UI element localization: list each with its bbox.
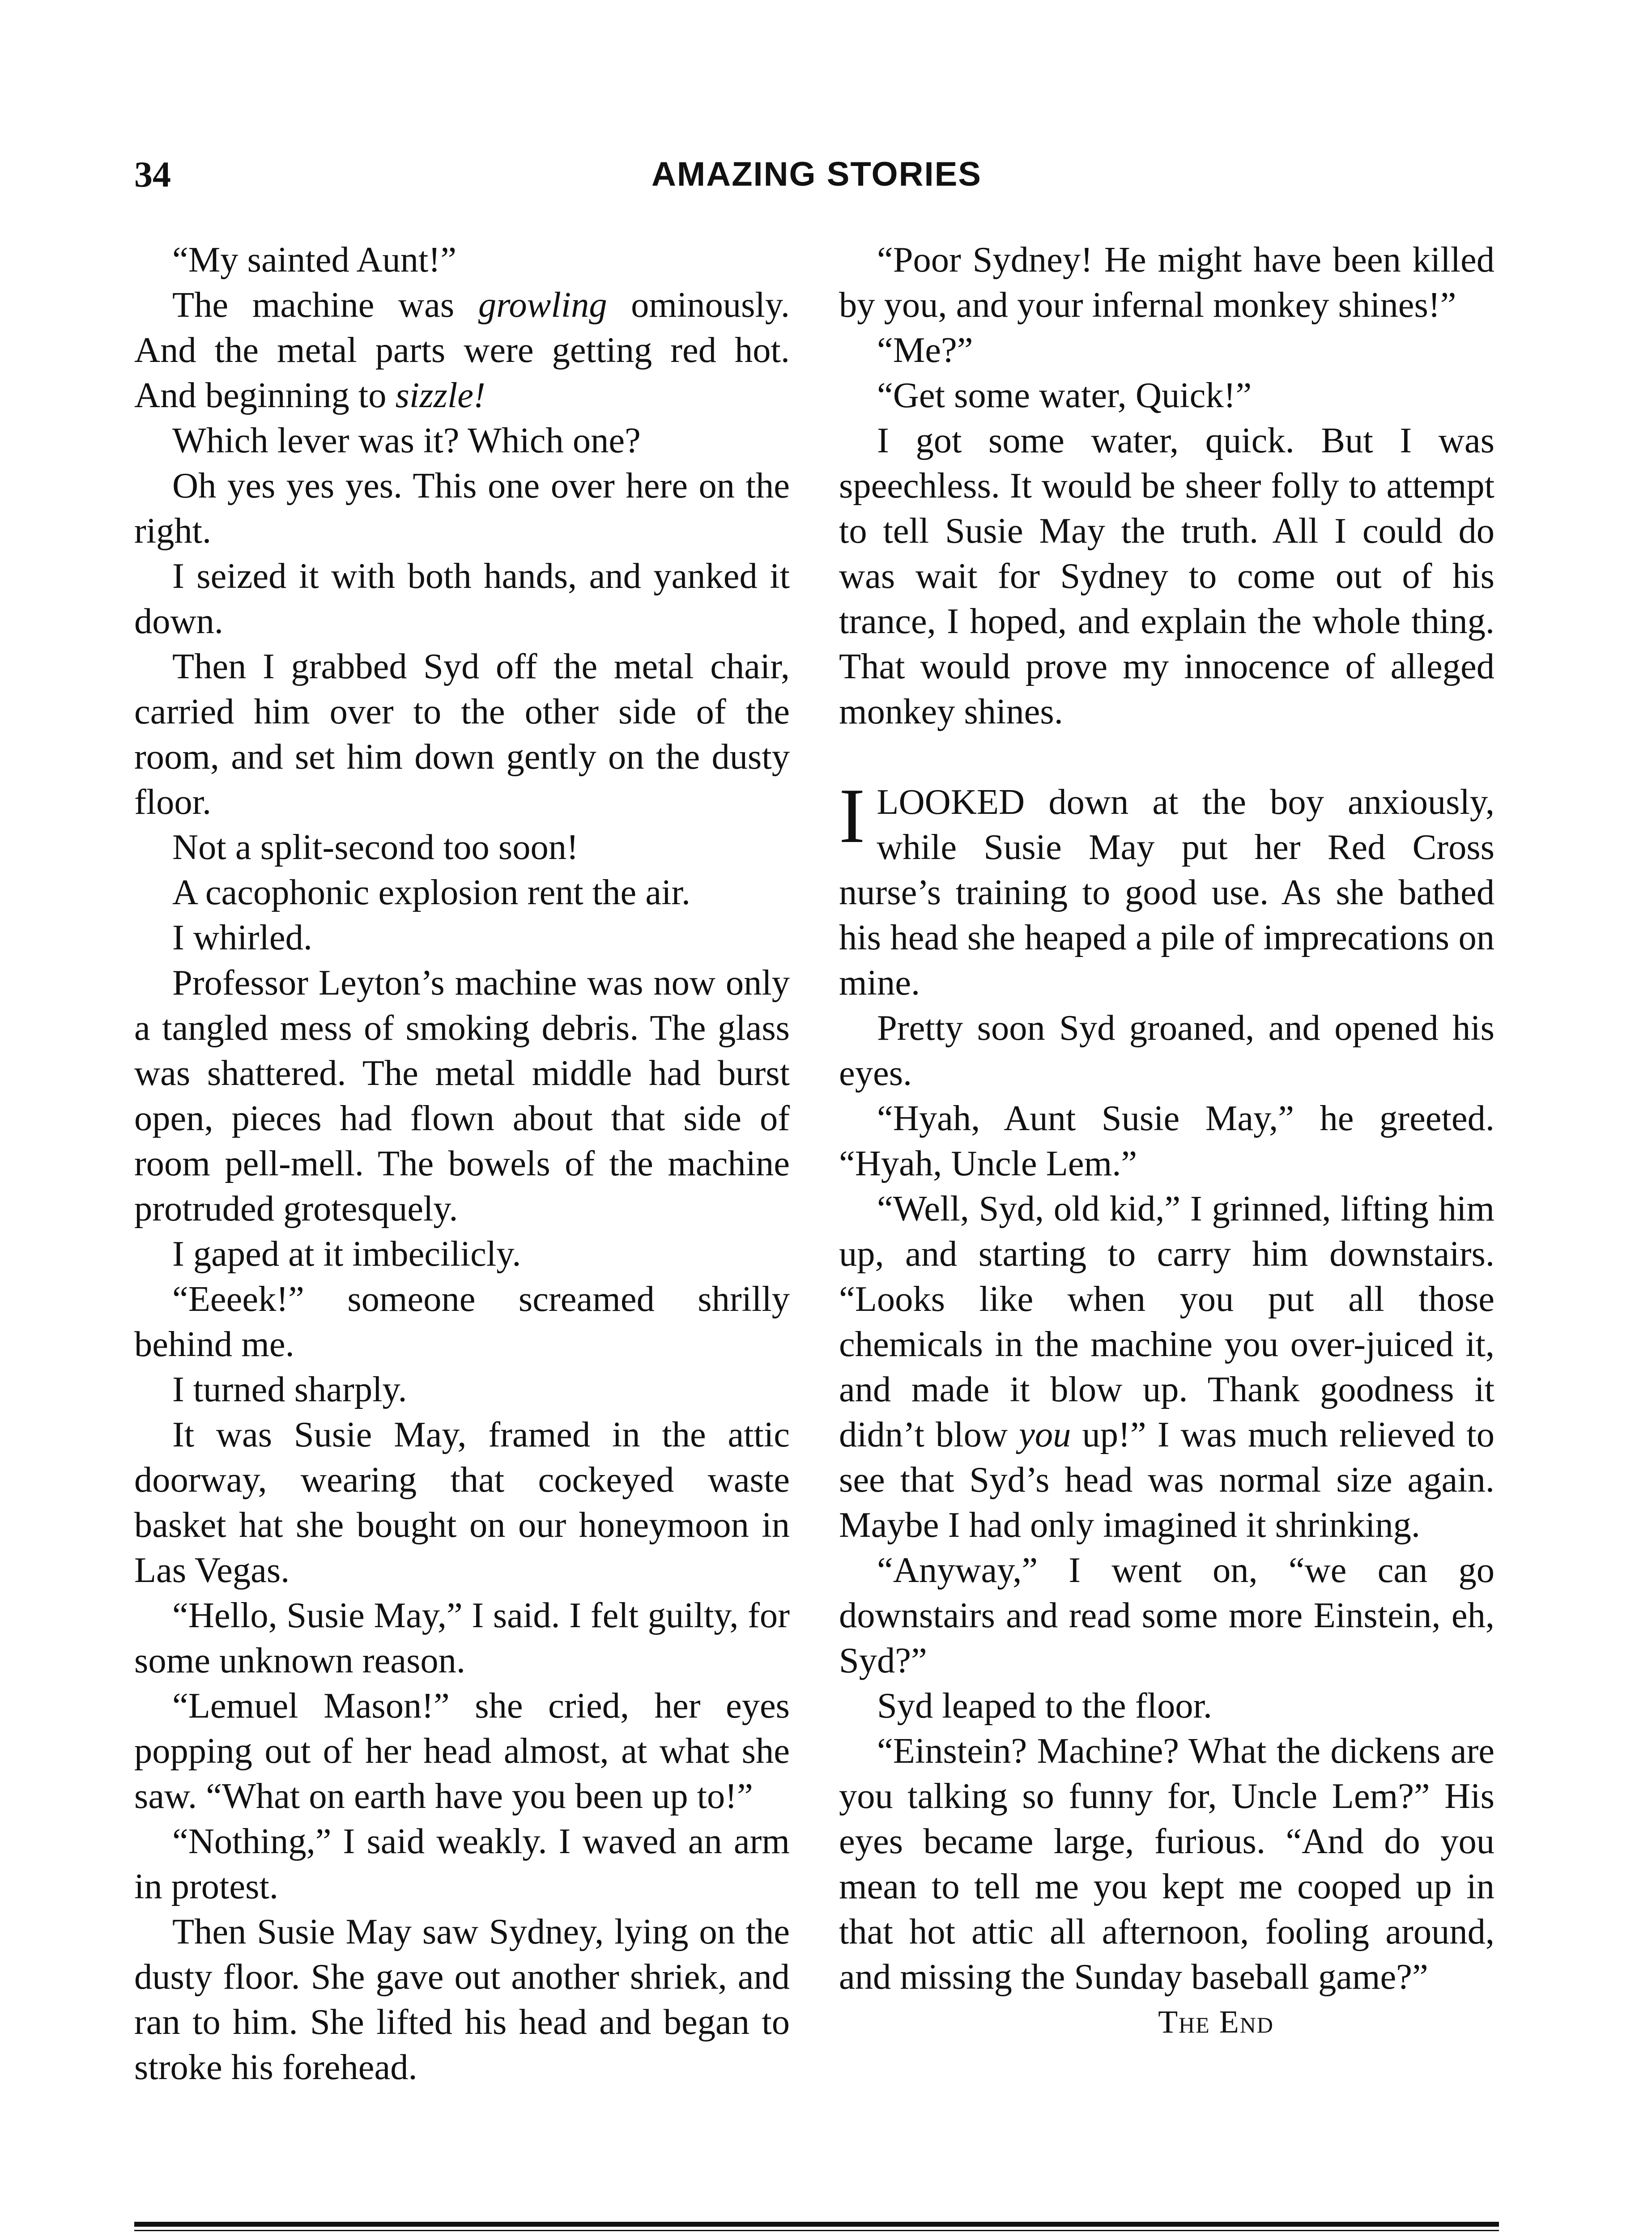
divider-rule-thin	[134, 2230, 1499, 2231]
paragraph: “Nothing,” I said weakly. I waved an arm in protest.	[134, 1821, 790, 1906]
paragraph: Oh yes yes yes. This one over here on the right.	[134, 466, 790, 551]
paragraph: “Lemuel Mason!” she cried, her eyes popping out of her head almost, at what she saw. “What on earth have you been up to!”	[134, 1686, 790, 1816]
paragraph: “Me?”	[877, 330, 973, 370]
paragraph-italic: “Well, Syd, old kid,” I grinned, lifting him up, and starting to carry him downstairs. “Looks like when you put all those chemicals in the machine you over-juiced it, and made it blow up. Thank goodness it didn’t blow you up!” I was much relieved to see that Syd’s head was normal size again. Maybe I had only imagined it shrinking.	[839, 1189, 1494, 1545]
paragraph: I got some water, quick. But I was speechless. It would be sheer folly to attempt to tell Susie May the truth. All I could do was wait for Sydney to come out of his trance, I hoped, and explain the whole thing. That would prove my innocence of alleged monkey shines.	[839, 421, 1494, 731]
end-mark: The End	[1158, 2004, 1274, 2040]
page-header	[134, 148, 1499, 201]
paragraph: Then Susie May saw Sydney, lying on the dusty floor. She gave out another shriek, and ran to him. She lifted his head and began to stroke his forehead.	[134, 1912, 790, 2087]
drop-cap: I	[839, 772, 865, 859]
paragraph: A cacophonic explosion rent the air.	[172, 872, 690, 912]
paragraph: “Get some water, Quick!”	[877, 375, 1252, 415]
paragraph: “Eeeek!” someone screamed shrilly behind me.	[134, 1279, 790, 1364]
left-column	[134, 237, 790, 2206]
paragraph: Professor Leyton’s machine was now only a tangled mess of smoking debris. The glass was shattered. The metal middle had burst open, pieces had flown about that side of room pell-mell. The bowels of the machine protruded grotesquely.	[134, 963, 790, 1229]
paragraph: Not a split-second too soon!	[172, 827, 579, 867]
section-opening-paragraph	[839, 772, 1494, 1005]
paragraph-italic: The machine was growling ominously. And the metal parts were getting red hot. And beginning to sizzle!	[134, 285, 790, 415]
paragraph: “Poor Sydney! He might have been killed by you, and your infernal monkey shines!”	[839, 240, 1494, 325]
paragraph: Syd leaped to the floor.	[877, 1686, 1212, 1726]
paragraph: “Hello, Susie May,” I said. I felt guilty, for some unknown reason.	[134, 1595, 790, 1680]
section-opening-text: LOOKED down at the boy anxiously, while Susie May put her Red Cross nurse’s training to good use. As she bathed his head she heaped a pile of imprecations on mine.	[839, 782, 1494, 1003]
paragraph: “Anyway,” I went on, “we can go downstairs and read some more Einstein, eh, Syd?”	[839, 1550, 1494, 1680]
paragraph: I gaped at it imbecilicly.	[172, 1234, 521, 1274]
page-number: 34	[134, 154, 171, 195]
paragraph: I seized it with both hands, and yanked it down.	[134, 556, 790, 641]
paragraph: “Hyah, Aunt Susie May,” he greeted. “Hyah, Uncle Lem.”	[839, 1098, 1494, 1183]
paragraph: “Einstein? Machine? What the dickens are you talking so funny for, Uncle Lem?” His eyes became large, furious. “And do you mean to tell me you kept me cooped up in that hot attic all afternoon, fooling around, and missing the Sunday baseball game?”	[839, 1731, 1494, 1997]
paragraph: I turned sharply.	[172, 1369, 407, 1409]
divider-rule	[134, 2222, 1499, 2227]
running-title: AMAZING STORIES	[651, 155, 982, 193]
paragraph: It was Susie May, framed in the attic doorway, wearing that cockeyed waste basket hat she bought on our honeymoon in Las Vegas.	[134, 1415, 790, 1590]
right-column	[839, 237, 1494, 2206]
paragraph: Which lever was it? Which one?	[172, 421, 641, 460]
paragraph: Pretty soon Syd groaned, and opened his eyes.	[839, 1008, 1494, 1093]
paragraph: Then I grabbed Syd off the metal chair, carried him over to the other side of the room, and set him down gently on the dusty floor.	[134, 646, 790, 822]
section-spacer	[839, 734, 1494, 779]
paragraph: I whirled.	[172, 918, 312, 957]
paragraph: “My sainted Aunt!”	[172, 240, 456, 280]
